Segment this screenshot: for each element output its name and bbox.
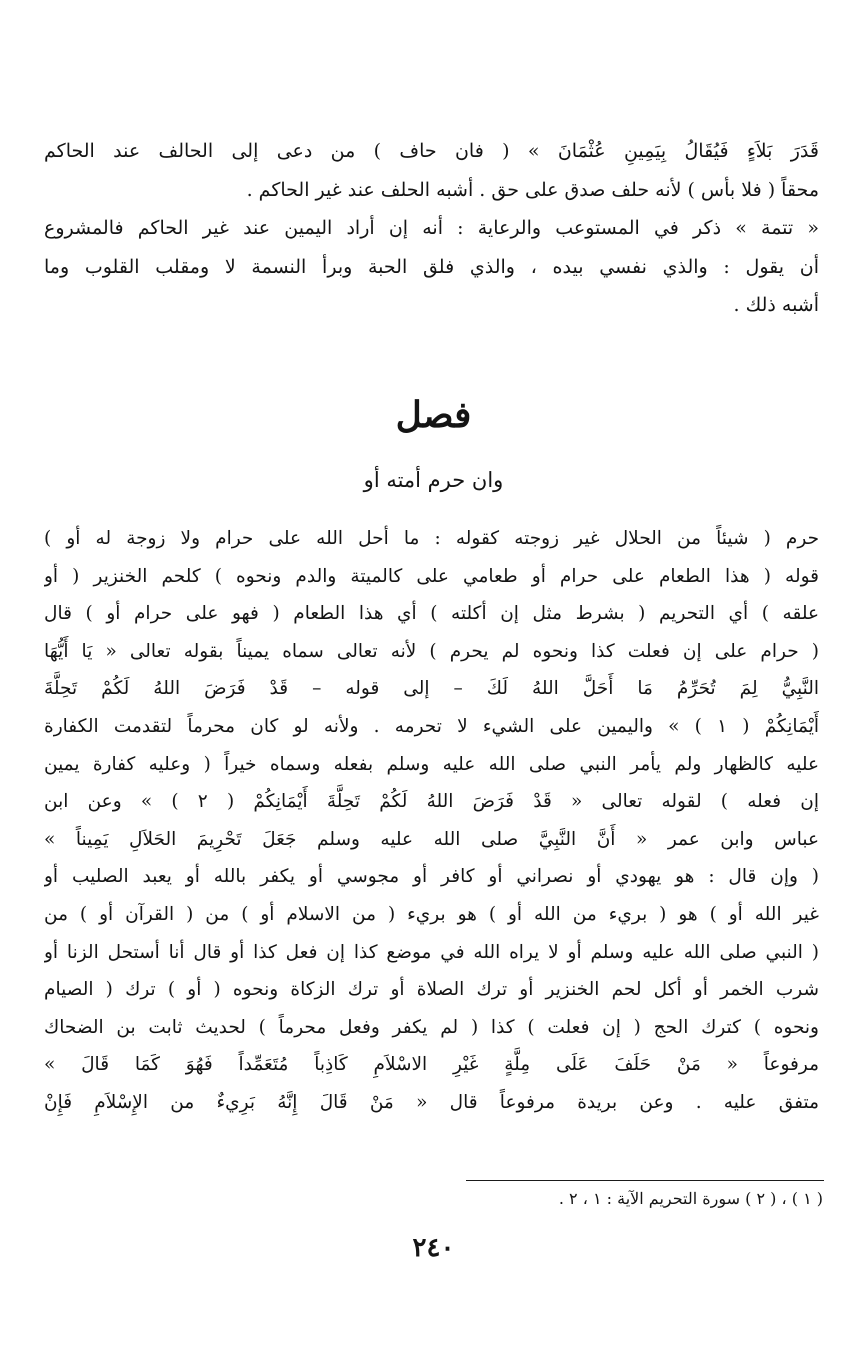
body-line: ونحوه ) كترك الحج ( إن فعلت ) كذا ( لم يكفر وفعل محرماً ) لحديث ثابت بن الضحاك bbox=[44, 1016, 819, 1038]
body-line: مرفوعاً « مَنْ حَلَفَ عَلَى مِلَّةٍ غَيْرِ الاسْلاَمِ كَاذِباً مُتَعَمِّداً فَهُوَ كَمَا قَالَ » bbox=[44, 1054, 819, 1076]
page-number: ٢٤٠ bbox=[412, 1233, 455, 1263]
body-line: متفق عليه . وعن بريدة مرفوعاً قال « مَنْ قَالَ إِنَّهُ بَرِيءٌ من الإِسْلاَمِ فَإِنْ bbox=[44, 1091, 819, 1113]
section-subheading: وان حرم أمته أو bbox=[363, 468, 504, 492]
footnote-divider bbox=[466, 1180, 824, 1181]
intro-line: أن يقول : والذي نفسي بيده ، والذي فلق الحبة وبرأ النسمة لا ومقلب القلوب وما bbox=[44, 255, 819, 278]
body-line: علقه ) أي التحريم ( بشرط مثل إن أكلته ) أي هذا الطعام ( فهو على حرام أو ) قال bbox=[44, 603, 819, 625]
body-line: ( وإن قال : هو يهودي أو نصراني أو كافر أو مجوسي أو يكفر بالله أو يعبد الصليب أو bbox=[44, 866, 819, 888]
body-line: غير الله أو ) هو ( بريء من الله أو ) هو بريء ( من الاسلام أو ) من ( القرآن أو ) من bbox=[44, 903, 819, 925]
body-line: عليه كالظهار ولم يأمر النبي صلى الله عليه وسلم بفعله وسماه خيراً ( وعليه كفارة يمين bbox=[44, 753, 819, 775]
section-title: فصل bbox=[395, 394, 472, 436]
body-line: النَّبِيُّ لِمَ تُحَرِّمُ مَا أَحَلَّ اللهُ لَكَ – إلى قوله – قَدْ فَرَضَ اللهُ لَكُمْ تَحِلَّةَ bbox=[44, 678, 819, 700]
body-line: عباس وابن عمر « أَنَّ النَّبِيَّ صلى الله عليه وسلم جَعَلَ تَحْرِيمَ الحَلاَلِ يَمِيناً » bbox=[44, 828, 819, 850]
intro-line: محقاً ( فلا بأس ) لأنه حلف صدق على حق . أشبه الحلف عند غير الحاكم . bbox=[246, 178, 819, 201]
intro-line: أشبه ذلك . bbox=[733, 294, 819, 316]
body-line: ( حرام على إن فعلت كذا ونحوه لم يحرم ) لأنه تعالى سماه يميناً بقوله تعالى « يَا أَيُّهَا bbox=[44, 640, 819, 662]
body-line: أَيْمَانِكُمْ ( ١ ) » واليمين على الشيء لا تحرمه . ولأنه لو كان محرماً لتقدمت الكفارة bbox=[44, 715, 819, 737]
intro-line: قَدَرَ بَلاَءٍ فَيُقَالُ بِيَمِينِ عُثْمَانَ » ( فان حاف ) من دعى إلى الحالف عند الحاكم bbox=[44, 140, 819, 162]
intro-line: « تتمة » ذكر في المستوعب والرعاية : أنه إن أراد اليمين عند غير الحاكم فالمشروع bbox=[44, 217, 819, 239]
body-paragraph bbox=[44, 520, 819, 1122]
body-line: إن فعله ) لقوله تعالى « قَدْ فَرَضَ اللهُ لَكُمْ تَحِلَّةَ أَيْمَانِكُمْ ( ٢ ) » وعن ابن bbox=[44, 791, 819, 813]
body-line: ( النبي صلى الله عليه وسلم أو لا يراه الله في موضع كذا إن فعل كذا أو قال أنا أستحل الزنا أو bbox=[44, 941, 819, 963]
body-line: شرب الخمر أو أكل لحم الخنزير أو ترك الصلاة أو ترك الزكاة ونحوه ( أو ) ترك ( الصيام bbox=[44, 979, 819, 1001]
footnote: ( ١ ) ، ( ٢ ) سورة التحريم الآية : ١ ، ٢ . bbox=[558, 1189, 823, 1208]
body-line: حرم ( شيئاً من الحلال غير زوجته كقوله : ما أحل الله على حرام ولا زوجة له أو ) bbox=[44, 528, 819, 549]
body-line: قوله ( هذا الطعام على حرام أو طعامي على كالميتة والدم ونحوه ) كلحم الخنزير ( أو bbox=[44, 565, 819, 587]
intro-paragraph bbox=[44, 132, 819, 325]
